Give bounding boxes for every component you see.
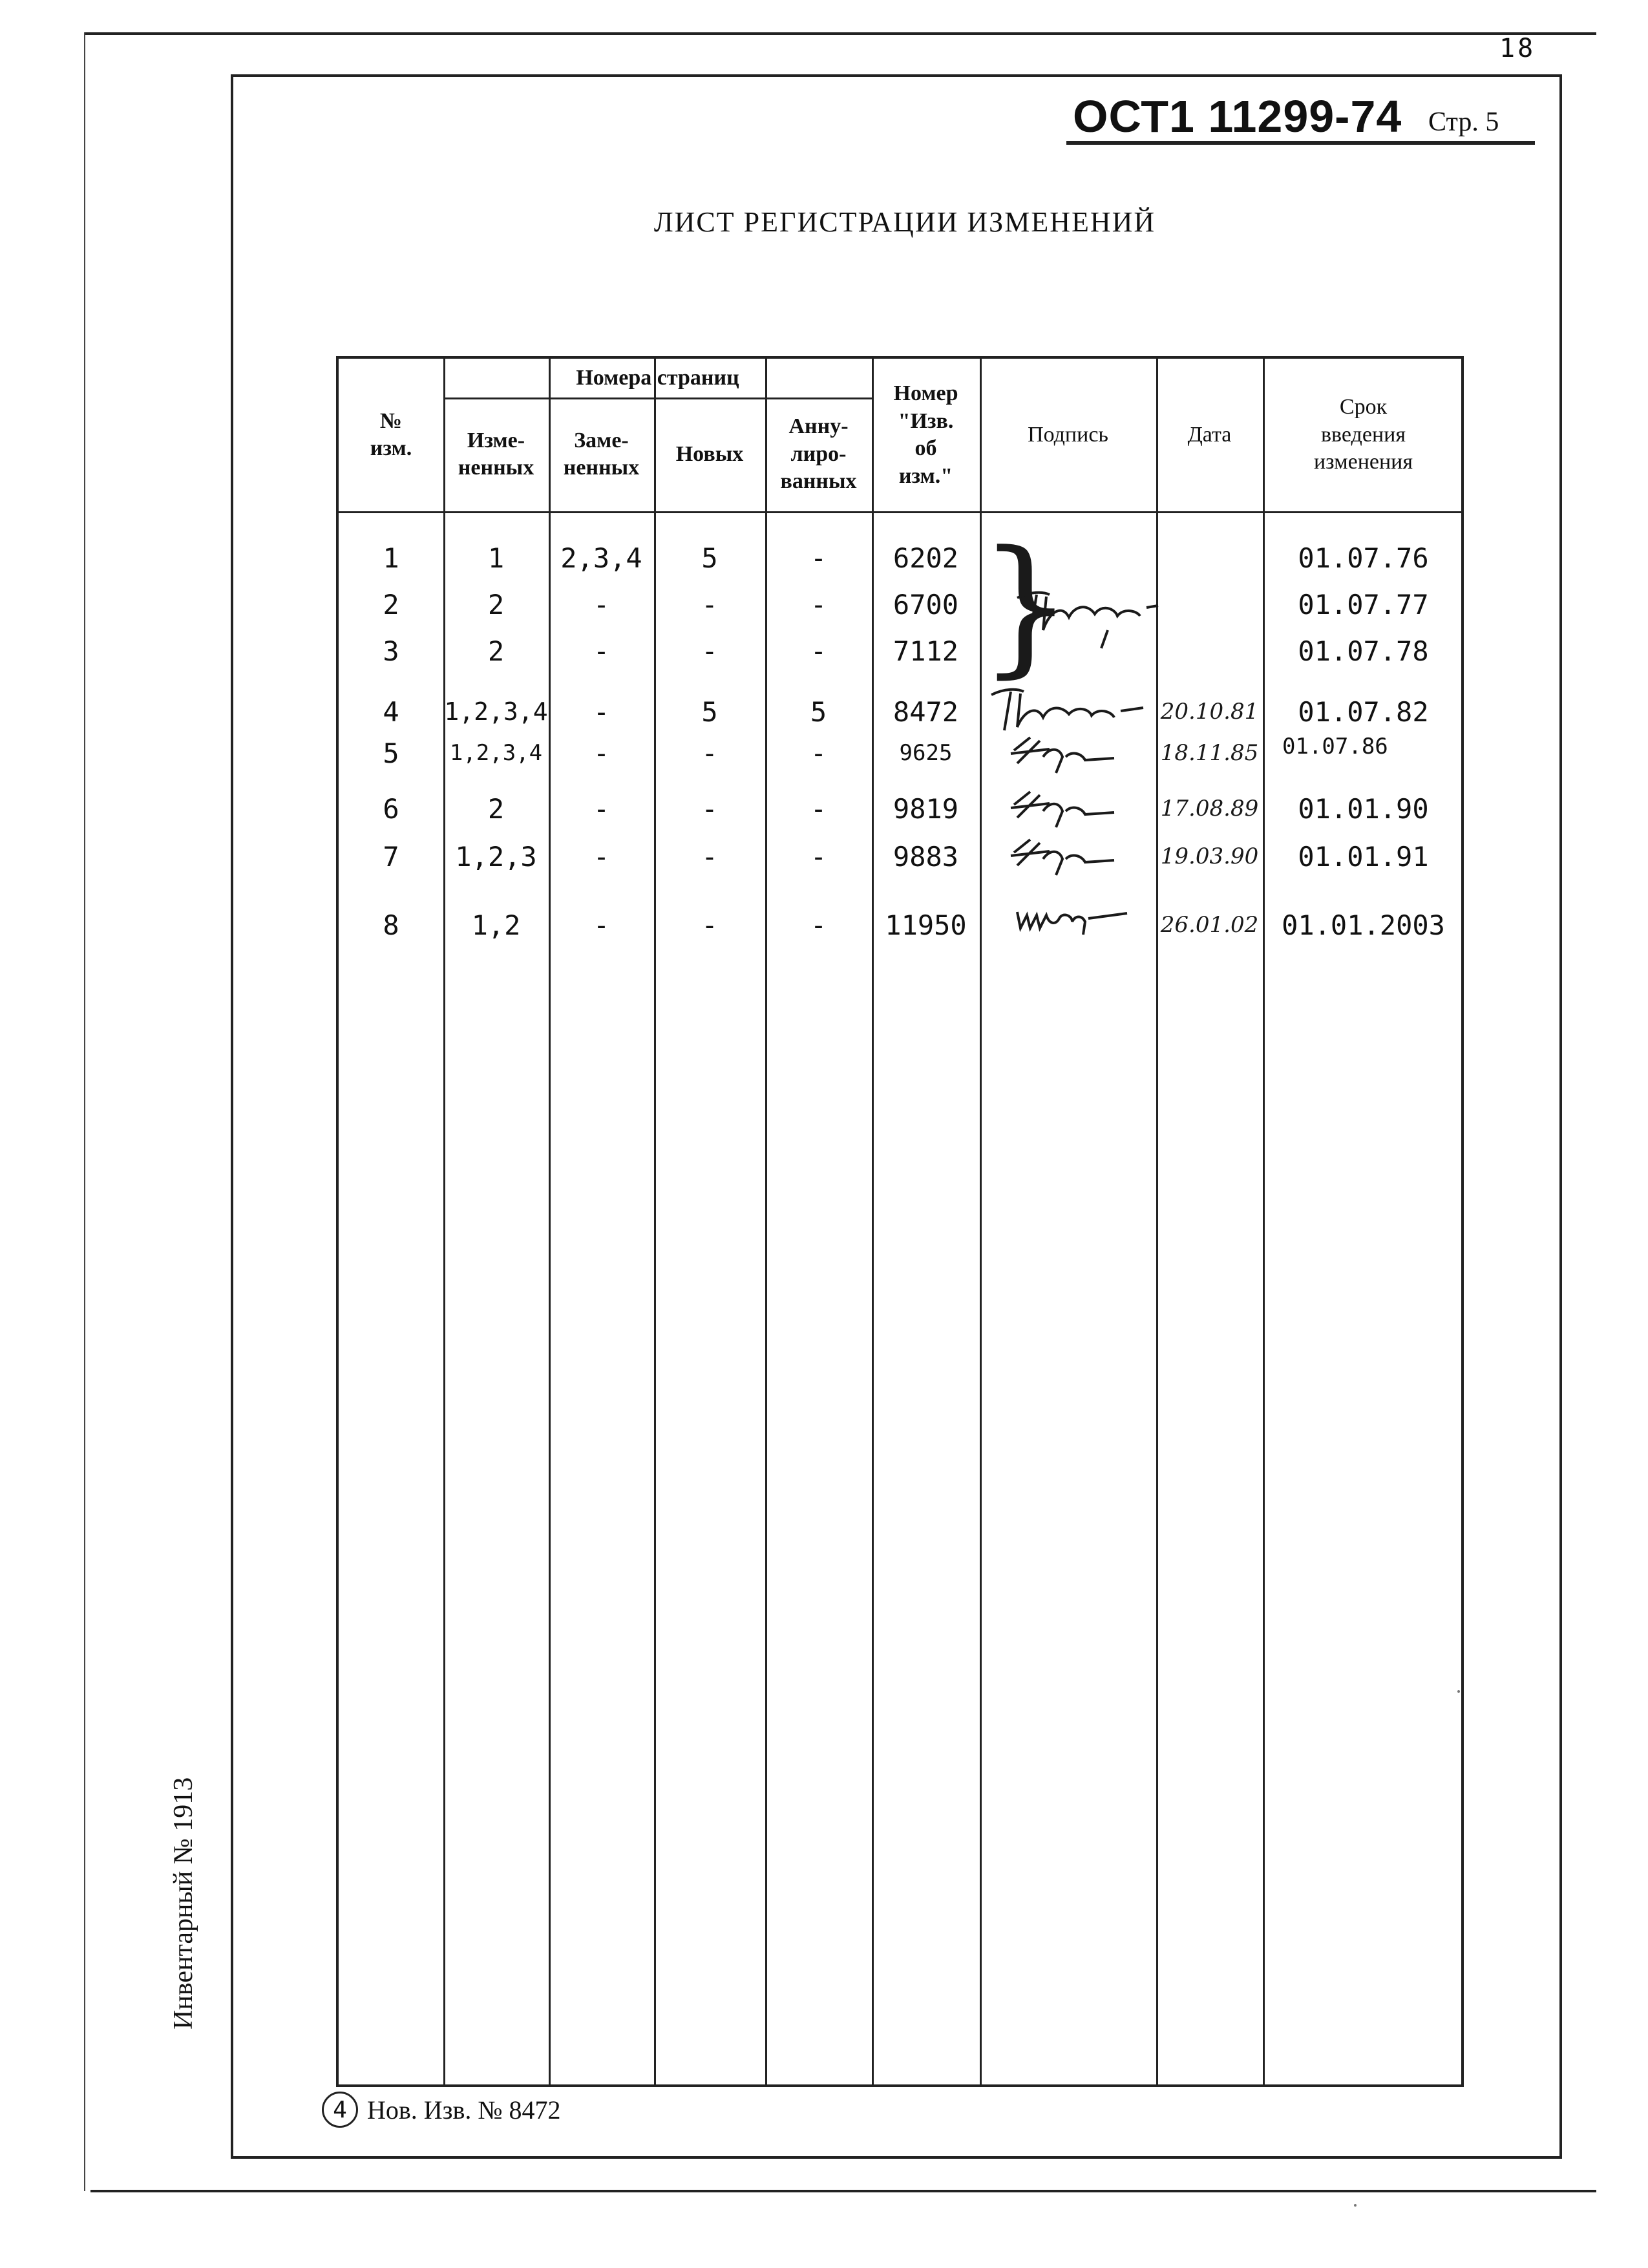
cell-date: 17.08.89 <box>1160 796 1259 821</box>
cell-changed: 1,2 <box>471 909 521 941</box>
cell-date <box>1156 585 1263 624</box>
cell-annulled: - <box>810 542 827 574</box>
table-row <box>339 692 1461 731</box>
cell-num: 6 <box>383 792 399 825</box>
table-row <box>339 734 1461 772</box>
page-edge-top <box>84 32 1596 35</box>
cell-effective: 01.07.77 <box>1298 588 1429 620</box>
cell-annulled: - <box>810 635 827 667</box>
cell-changed: 2 <box>487 588 505 620</box>
cell-replaced: - <box>593 792 610 825</box>
page-number: 18 <box>1499 34 1536 63</box>
cell-new: - <box>701 635 718 667</box>
page-label: Стр. 5 <box>1428 107 1499 137</box>
cell-changed: 2 <box>487 635 505 667</box>
cell-notice: 9819 <box>893 792 959 825</box>
change-registration-table <box>336 356 1464 2087</box>
cell-replaced: - <box>593 840 610 873</box>
cell-date: 26.01.02 <box>1160 912 1259 938</box>
cell-replaced: - <box>593 695 610 728</box>
cell-effective: 01.07.78 <box>1298 635 1429 667</box>
signature-row-4 <box>985 682 1153 734</box>
table-row <box>339 631 1461 670</box>
cell-notice: 9625 <box>899 740 953 766</box>
header-annulled: Анну- лиро- ванных <box>780 414 857 494</box>
cell-effective: 01.07.76 <box>1298 542 1429 574</box>
cell-replaced: - <box>593 588 610 620</box>
header-bottom-line <box>339 511 1461 513</box>
cell-notice: 9883 <box>893 840 959 873</box>
cell-date <box>1156 538 1263 577</box>
cell-changed: 2 <box>487 792 505 825</box>
header-new: Новых <box>675 441 744 466</box>
header-signature: Подпись <box>1028 422 1108 447</box>
cell-num: 3 <box>383 635 399 667</box>
cell-num: 1 <box>383 542 399 574</box>
header-changed: Изме- ненных <box>458 428 534 480</box>
document-title: ЛИСТ РЕГИСТРАЦИИ ИЗМЕНЕНИЙ <box>653 206 1156 238</box>
cell-effective: 01.01.2003 <box>1282 909 1445 941</box>
cell-date: 20.10.81 <box>1160 699 1259 725</box>
cell-date <box>1156 631 1263 670</box>
header-date: Дата <box>1187 422 1232 447</box>
cell-new: - <box>701 840 718 873</box>
cell-new: - <box>701 588 718 620</box>
footnote <box>322 2092 561 2128</box>
cell-num: 2 <box>383 588 399 620</box>
cell-notice: 6700 <box>893 588 959 620</box>
signature-row-5 <box>1004 731 1121 776</box>
cell-replaced: - <box>593 909 610 941</box>
header-effective-date: Срок введения изменения <box>1313 395 1413 474</box>
table-row <box>339 789 1461 828</box>
cell-effective: 01.07.82 <box>1298 695 1429 728</box>
table-row <box>339 538 1461 577</box>
signature-row-8 <box>1011 899 1140 944</box>
cell-annulled: - <box>810 588 827 620</box>
footnote-circle-number: 4 <box>322 2092 358 2128</box>
cell-date: 19.03.90 <box>1160 843 1259 869</box>
inventory-number: Инвентарный № 1913 <box>169 1777 198 2030</box>
table-row <box>339 585 1461 624</box>
standard-code: ОСТ1 11299-74 <box>1073 91 1402 142</box>
cell-replaced: 2,3,4 <box>560 542 642 574</box>
page-edge-bottom <box>90 2190 1596 2192</box>
cell-annulled: 5 <box>810 695 827 728</box>
cell-effective: 01.01.90 <box>1298 792 1429 825</box>
cell-effective: 01.07.86 <box>1282 734 1388 759</box>
cell-new: - <box>701 909 718 941</box>
footnote-text: Нов. Изв. № 8472 <box>367 2095 561 2125</box>
signature-row-7 <box>1004 833 1121 878</box>
header-replaced: Заме- ненных <box>563 428 640 480</box>
cell-effective: 01.01.91 <box>1298 840 1429 873</box>
cell-new: 5 <box>701 542 718 574</box>
page-edge-left <box>84 32 85 2191</box>
cell-num: 7 <box>383 840 399 873</box>
cell-num: 4 <box>383 695 399 728</box>
cell-changed: 1 <box>487 542 505 574</box>
signature-1-3 <box>1011 572 1166 650</box>
cell-annulled: - <box>810 737 827 769</box>
cell-annulled: - <box>810 792 827 825</box>
cell-notice: 8472 <box>893 695 959 728</box>
cell-notice: 6202 <box>893 542 959 574</box>
cell-annulled: - <box>810 909 827 941</box>
scan-speck <box>1457 1690 1460 1693</box>
cell-notice: 7112 <box>893 635 959 667</box>
header-pages-group: Номера страниц <box>576 365 739 390</box>
cell-replaced: - <box>593 635 610 667</box>
cell-annulled: - <box>810 840 827 873</box>
cell-num: 8 <box>383 909 399 941</box>
cell-notice: 11950 <box>885 909 967 941</box>
header-notice-number: Номер "Изв. об изм." <box>893 381 958 488</box>
table-row <box>339 837 1461 876</box>
scan-speck <box>1354 2204 1357 2207</box>
cell-replaced: - <box>593 737 610 769</box>
cell-new: 5 <box>701 695 718 728</box>
cell-num: 5 <box>383 737 399 769</box>
header-underline <box>1066 141 1535 145</box>
signature-row-6 <box>1004 785 1121 831</box>
cell-changed: 1,2,3,4 <box>449 740 543 766</box>
cell-new: - <box>701 792 718 825</box>
cell-changed: 1,2,3 <box>455 840 537 873</box>
cell-changed: 1,2,3,4 <box>444 697 548 726</box>
table-row <box>339 906 1461 944</box>
cell-new: - <box>701 737 718 769</box>
signature-brace: } <box>978 520 1073 692</box>
cell-date: 18.11.85 <box>1160 740 1259 766</box>
header-num: № изм. <box>370 408 412 460</box>
